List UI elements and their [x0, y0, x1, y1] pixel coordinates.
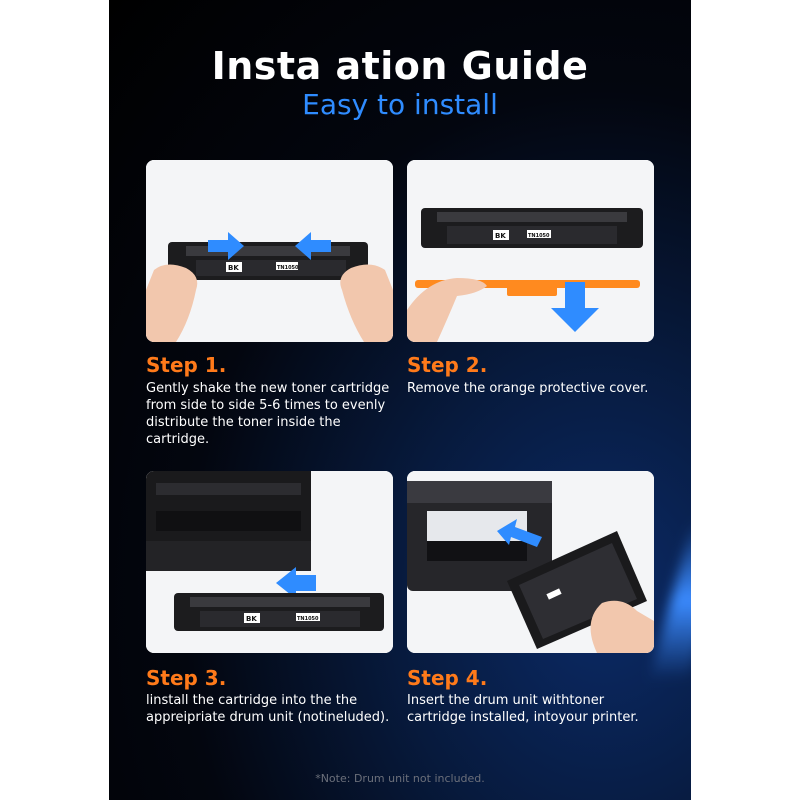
step-4-description: Insert the drum unit withtoner cartridge installed, intoyour printer. — [407, 693, 639, 725]
page-title: Insta ation Guide — [211, 44, 589, 88]
footnote: *Note: Drum unit not included. — [315, 772, 485, 785]
step-4-illustration — [407, 471, 654, 653]
step-2-illustration — [407, 160, 654, 342]
cartridge-model: TN1050 — [528, 233, 550, 239]
cartridge-model: TN1050 — [297, 616, 319, 622]
drum-unit-icon — [146, 471, 311, 571]
step-1-image — [146, 160, 393, 342]
step-2-description: Remove the orange protective cover. — [407, 381, 649, 396]
toner-cartridge-icon — [174, 593, 384, 631]
step-3-illustration — [146, 471, 393, 653]
step-4-title: Step 4. — [407, 666, 488, 690]
toner-cartridge-icon — [421, 208, 643, 248]
page-subtitle: Easy to install — [302, 88, 498, 121]
step-2-image — [407, 160, 654, 342]
installation-guide-poster — [109, 0, 691, 800]
cartridge-badge: BK — [228, 264, 239, 272]
background-glow — [650, 520, 691, 680]
step-1-description: Gently shake the new toner cartridge from side to side 5-6 times to evenly distribute the toner inside the cartridge. — [146, 381, 390, 447]
step-3-description: linstall the cartridge into the the appreipriate drum unit (notineluded). — [146, 693, 390, 725]
step-1-title: Step 1. — [146, 353, 227, 377]
step-4-image — [407, 471, 654, 653]
step-3-image — [146, 471, 393, 653]
step-1-illustration — [146, 160, 393, 342]
toner-cartridge-icon — [168, 242, 368, 280]
cartridge-model: TN1050 — [277, 265, 299, 271]
step-3-title: Step 3. — [146, 666, 227, 690]
cartridge-badge: BK — [246, 615, 257, 623]
step-2-title: Step 2. — [407, 353, 488, 377]
cartridge-badge: BK — [495, 232, 506, 240]
